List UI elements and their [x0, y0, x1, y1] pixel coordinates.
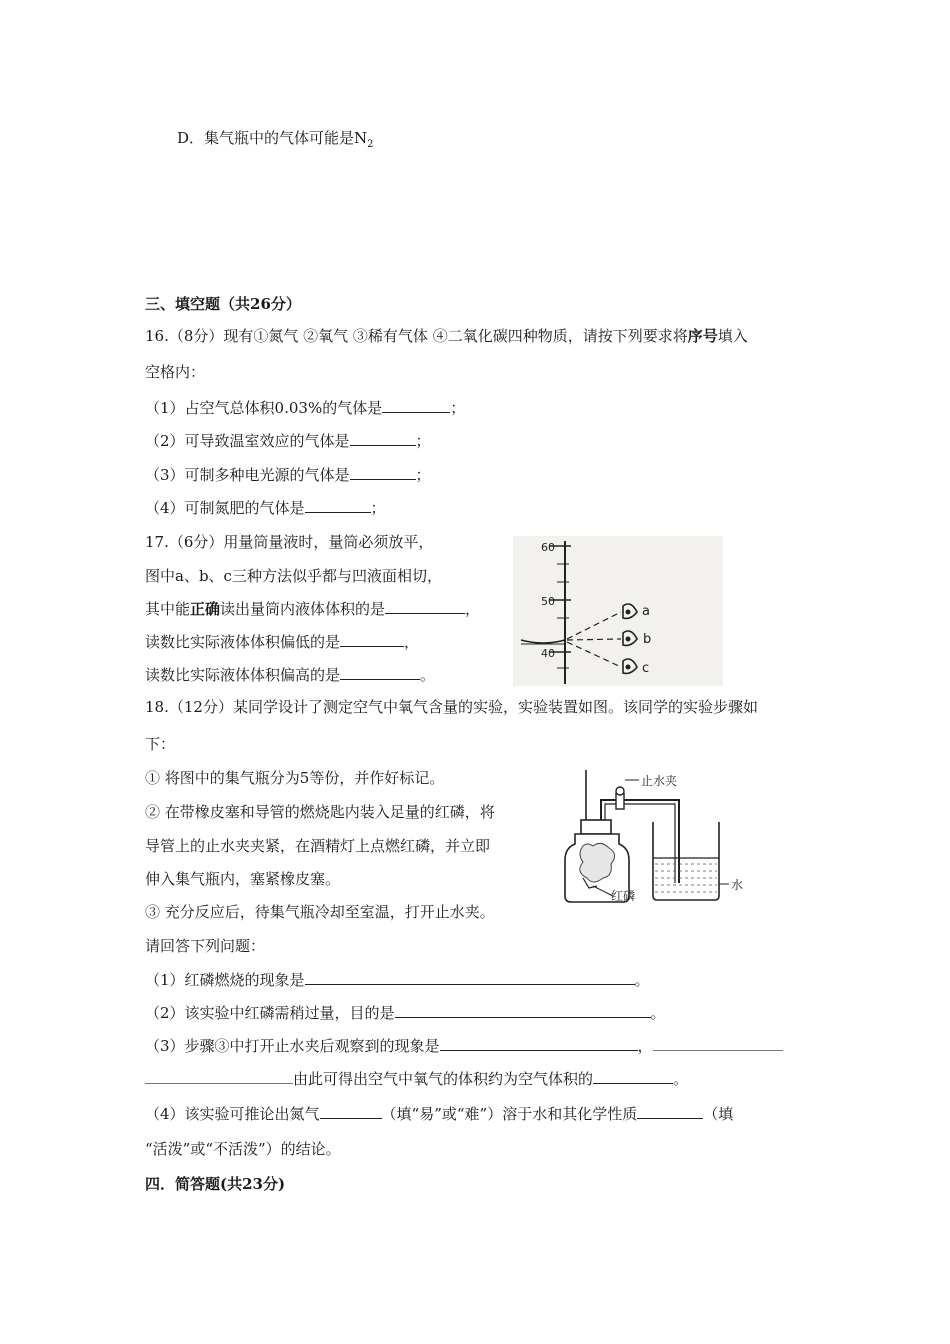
answer-blank[interactable]	[145, 1069, 293, 1084]
phosphorus-label: 红磷	[611, 889, 636, 903]
comma: ，	[637, 1037, 653, 1055]
q16-stem-line2: 空格内：	[145, 363, 206, 381]
q16-item-1	[145, 398, 465, 418]
answer-blank[interactable]	[305, 498, 371, 513]
q16-stem-text: 16.（8分）现有①氮气 ②氧气 ③稀有气体 ④二氧化碳四种物质，请按下列要求将	[145, 327, 688, 345]
semicolon: ；	[415, 466, 431, 484]
q17-line-3-a: 其中能	[145, 600, 191, 618]
q18-step-2c: 伸入集气瓶内，塞紧橡皮塞。	[145, 870, 341, 888]
q16-stem-end: 填入	[717, 327, 748, 345]
q18-step-3: ③ 充分反应后，待集气瓶冷却至室温，打开止水夹。	[145, 903, 495, 921]
comma: ，	[404, 633, 420, 651]
answer-blank[interactable]	[305, 970, 635, 985]
answer-blank[interactable]	[320, 1104, 382, 1119]
q18-item-4	[145, 1104, 733, 1124]
q18-item-3	[145, 1036, 783, 1056]
q18-item-4-c: （填	[703, 1105, 734, 1123]
tick-label: 50	[541, 595, 555, 608]
clamp-icon	[616, 787, 624, 809]
answer-blank[interactable]	[350, 431, 416, 446]
q18-item-4-cont: “活泼”或“不活泼”）的结论。	[145, 1140, 341, 1158]
answer-blank[interactable]	[395, 1003, 651, 1018]
answer-blank[interactable]	[382, 398, 450, 413]
q18-step-1: ① 将图中的集气瓶分为5等份，并作好标记。	[145, 769, 445, 787]
q18-item-2-text: （2）该实验中红磷需稍过量，目的是	[145, 1004, 395, 1022]
period: 。	[420, 666, 436, 684]
water-label: 水	[731, 878, 744, 892]
q17-line-1: 17.（6分）用量筒量液时，量筒必须放平，	[145, 533, 434, 551]
q16-item-3	[145, 465, 431, 485]
q18-stem: 18.（12分）某同学设计了测定空气中氧气含量的实验，实验装置如图。该同学的实验步骤如	[145, 698, 758, 716]
q18-ask: 请回答下列问题：	[145, 937, 266, 955]
semicolon: ；	[370, 499, 386, 517]
q16-item-2-text: （2）可导致温室效应的气体是	[145, 432, 350, 450]
q16-item-1-text: （1）占空气总体积0.03%的气体是	[145, 399, 383, 417]
apparatus-figure	[553, 758, 775, 908]
semicolon: ；	[450, 399, 466, 417]
q18-item-1-text: （1）红磷燃烧的现象是	[145, 971, 305, 989]
q16-bold-word: 序号	[687, 327, 718, 345]
q18-step-2a: ② 在带橡皮塞和导管的燃烧匙内装入足量的红磷，将	[145, 803, 495, 821]
section-3-title: 三、填空题（共26分）	[145, 295, 301, 313]
answer-blank[interactable]	[340, 665, 420, 680]
q18-stem-line2: 下：	[145, 735, 176, 753]
period: 。	[673, 1070, 689, 1088]
q18-item-3-cont	[145, 1069, 688, 1089]
period: 。	[650, 1004, 666, 1022]
semicolon: ；	[415, 432, 431, 450]
q17-line-3	[145, 599, 480, 619]
eye-label-c: c	[642, 661, 650, 676]
clamp-label: 止水夹	[641, 774, 678, 788]
cylinder-reading-figure	[513, 536, 723, 686]
q17-line-5-text: 读数比实际液体体积偏高的是	[145, 666, 341, 684]
q18-step-2b: 导管上的止水夹夹紧，在酒精灯上点燃红磷，并立即	[145, 837, 491, 855]
q17-line-2: 图中a、b、c三种方法似乎都与凹液面相切，	[145, 567, 442, 585]
q17-line-3-b: 读出量筒内液体体积的是	[220, 600, 386, 618]
period: 。	[634, 971, 650, 989]
q16-stem	[145, 326, 748, 346]
subscript-2: 2	[367, 139, 374, 150]
tick-label: 40	[541, 647, 555, 660]
comma: ，	[465, 600, 481, 618]
answer-blank[interactable]	[350, 465, 416, 480]
q17-line-4	[145, 632, 419, 652]
option-d	[177, 128, 374, 155]
q18-item-4-b: （填“易”或“难”）溶于水和其化学性质	[381, 1105, 638, 1123]
beaker	[653, 822, 719, 900]
q17-line-5	[145, 665, 435, 685]
q16-item-2	[145, 431, 431, 451]
q16-item-4-text: （4）可制氮肥的气体是	[145, 499, 305, 517]
q16-item-4	[145, 498, 386, 518]
answer-blank[interactable]	[385, 599, 465, 614]
answer-blank[interactable]	[340, 632, 404, 647]
option-d-text: D．集气瓶中的气体可能是N	[177, 129, 368, 147]
answer-blank[interactable]	[440, 1036, 638, 1051]
q18-item-3b-text: 由此可得出空气中氧气的体积约为空气体积的	[293, 1070, 594, 1088]
section-4-title: 四．简答题(共23分)	[145, 1175, 286, 1193]
q18-item-2	[145, 1003, 666, 1023]
q16-item-3-text: （3）可制多种电光源的气体是	[145, 466, 350, 484]
q18-item-1	[145, 970, 650, 990]
answer-blank[interactable]	[637, 1104, 703, 1119]
q18-item-3-text: （3）步骤③中打开止水夹后观察到的现象是	[145, 1037, 440, 1055]
eye-label-b: b	[643, 632, 652, 647]
q17-line-4-text: 读数比实际液体体积偏低的是	[145, 633, 341, 651]
answer-blank[interactable]	[593, 1069, 673, 1084]
q17-bold-word: 正确	[190, 600, 221, 618]
tick-label: 60	[541, 541, 555, 554]
q18-item-4-a: （4）该实验可推论出氮气	[145, 1105, 320, 1123]
answer-blank[interactable]	[653, 1036, 783, 1051]
eye-label-a: a	[642, 604, 650, 619]
